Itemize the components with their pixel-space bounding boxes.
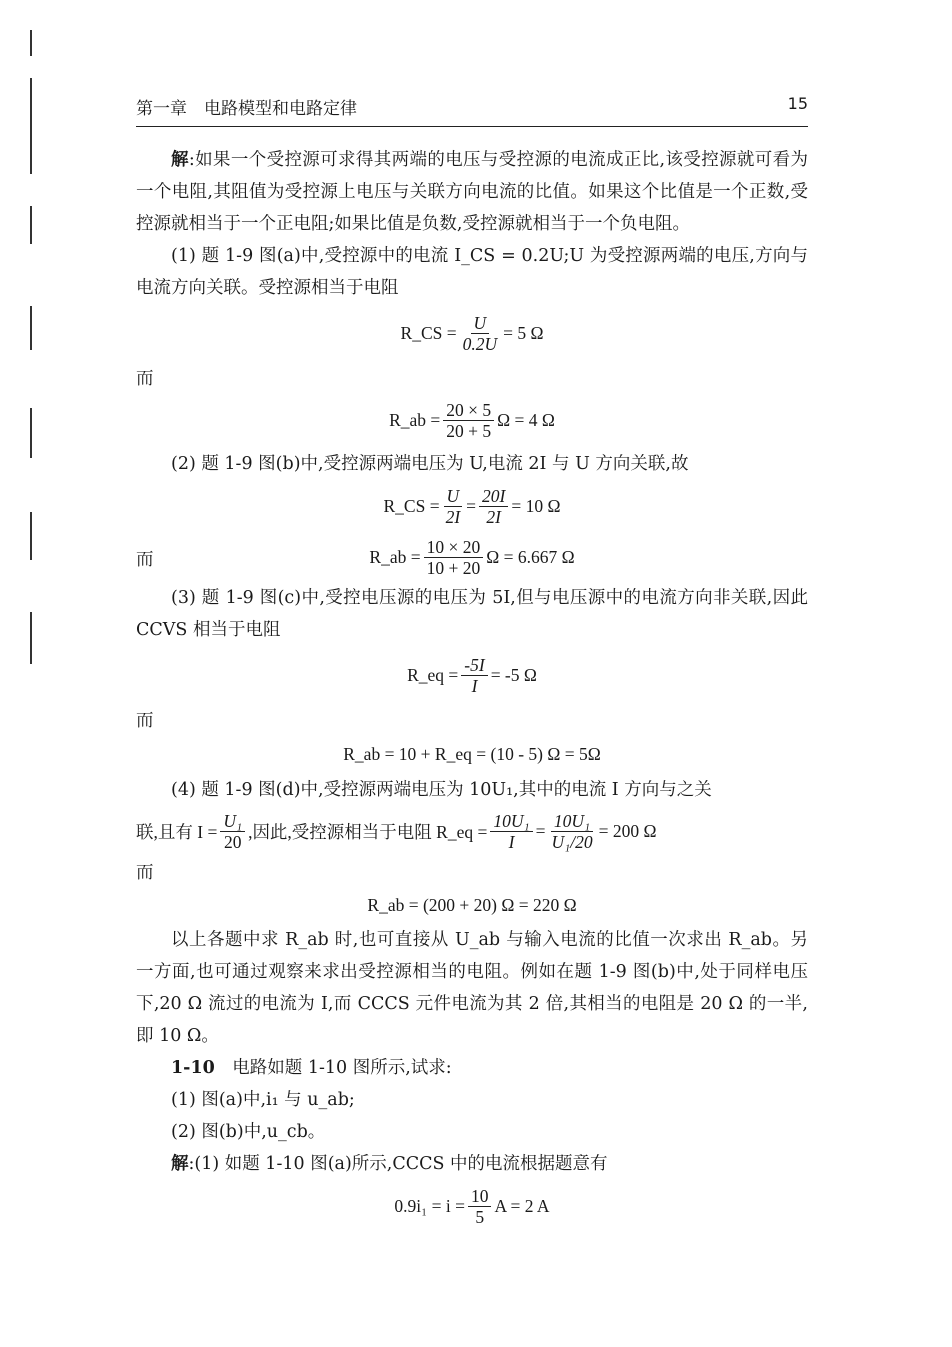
problem-1-10-q2: (2) 图(b)中,u_cb。	[171, 1122, 326, 1142]
problem-1-10-q1: (1) 图(a)中,i₁ 与 u_ab;	[171, 1090, 355, 1110]
binding-mark-5	[30, 408, 32, 458]
binding-mark-6	[30, 512, 32, 560]
page-body	[136, 144, 808, 1232]
paragraph-part2: (2) 题 1-9 图(b)中,受控源两端电压为 U,电流 2I 与 U 方向关联,故	[171, 454, 689, 474]
paragraph-solution-intro	[136, 144, 808, 240]
equation-rab-c: R_ab = 10 + R_eq = (10 - 5) Ω = 5Ω	[343, 743, 601, 764]
paragraph-solution-1-10: 解:(1) 如题 1-10 图(a)所示,CCCS 中的电流根据题意有	[171, 1154, 608, 1174]
paragraph-part3: (3) 题 1-9 图(c)中,受控电压源的电压为 5I,但与电压源中的电流方向非关联,因此 CCVS 相当于电阻	[136, 588, 808, 640]
paragraph-part4: (4) 题 1-9 图(d)中,受控源两端电压为 10U₁,其中的电流 I 方向与之关	[171, 780, 712, 800]
binding-mark-7	[30, 612, 32, 664]
equation-rcs-b: R_CS = $\frac{U}{2I}$ = $\frac{20I}{2I}$ = 10 Ω	[383, 485, 561, 527]
binding-mark-3	[30, 206, 32, 244]
binding-mark-1	[30, 30, 32, 56]
solution-label-2: 解	[171, 1154, 189, 1174]
paragraph-part1: (1) 题 1-9 图(a)中,受控源中的电流 I_CS = 0.2U;U 为受控源两端的电压,方向与电流方向关联。受控源相当于电阻	[136, 246, 808, 298]
equation-part4-line: 联,且有 I = $\frac{\text{U₁}}{20}$ ,因此,受控源相当于电阻 R_eq = $\frac{\text{10U₁}}{I}$ = $\frac{\text{10U₁}}{\text{U₁/20}}$ = 200 Ω	[136, 810, 657, 852]
word-er-2: 而	[136, 550, 154, 570]
page-header	[136, 94, 808, 120]
equation-rab-a: R_ab = $\frac{20 \times 5}{20 + 5}$ Ω = 4 Ω	[389, 399, 555, 441]
binding-mark-2	[30, 78, 32, 174]
equation-rab-b-row	[136, 532, 808, 582]
word-er-1: 而	[136, 367, 154, 388]
equation-rab-d: R_ab = (200 + 20) Ω = 220 Ω	[367, 894, 577, 915]
header-rule	[136, 126, 808, 127]
equation-req-c: R_eq = $\frac{-5I}{I}$ = -5 Ω	[407, 654, 537, 696]
equation-rab-b: R_ab = $\frac{10 \times 20}{10 + 20}$ Ω = 6.667 Ω	[369, 536, 575, 578]
binding-mark-4	[30, 306, 32, 350]
word-er-4: 而	[136, 861, 154, 882]
word-er-3: 而	[136, 709, 154, 730]
equation-current: 0.9i₁ = i = $\frac{10}{5}$ A = 2 A	[394, 1185, 550, 1227]
chapter-title: 第一章 电路模型和电路定律	[136, 99, 357, 119]
problem-1-10: 1-10 电路如题 1-10 图所示,试求:	[171, 1058, 452, 1078]
solution-text: :如果一个受控源可求得其两端的电压与受控源的电流成正比,该受控源就可看为一个电阻,其阻值为受控源上电压与关联方向电流的比值。如果这个比值是一个正数,受控源就相当于一个正电阻;如果比值是负数,受控源就相当于一个负电阻。	[136, 150, 809, 234]
paragraph-remark: 以上各题中求 R_ab 时,也可直接从 U_ab 与输入电流的比值一次求出 R_ab。另一方面,也可通过观察来求出受控源相当的电阻。例如在题 1-9 图(b)中,处于同样电压下,20 Ω 流过的电流为 I,而 CCCS 元件电流为其 2 倍,其相当的电阻是 20 Ω 的一半,即 10 Ω。	[136, 930, 808, 1046]
equation-rcs-a: R_CS = $\frac{U}{0.2U}$ = 5 Ω	[400, 312, 544, 354]
problem-number: 1-10	[171, 1058, 215, 1078]
page-number: 15	[787, 94, 808, 113]
solution-label: 解	[171, 150, 189, 170]
